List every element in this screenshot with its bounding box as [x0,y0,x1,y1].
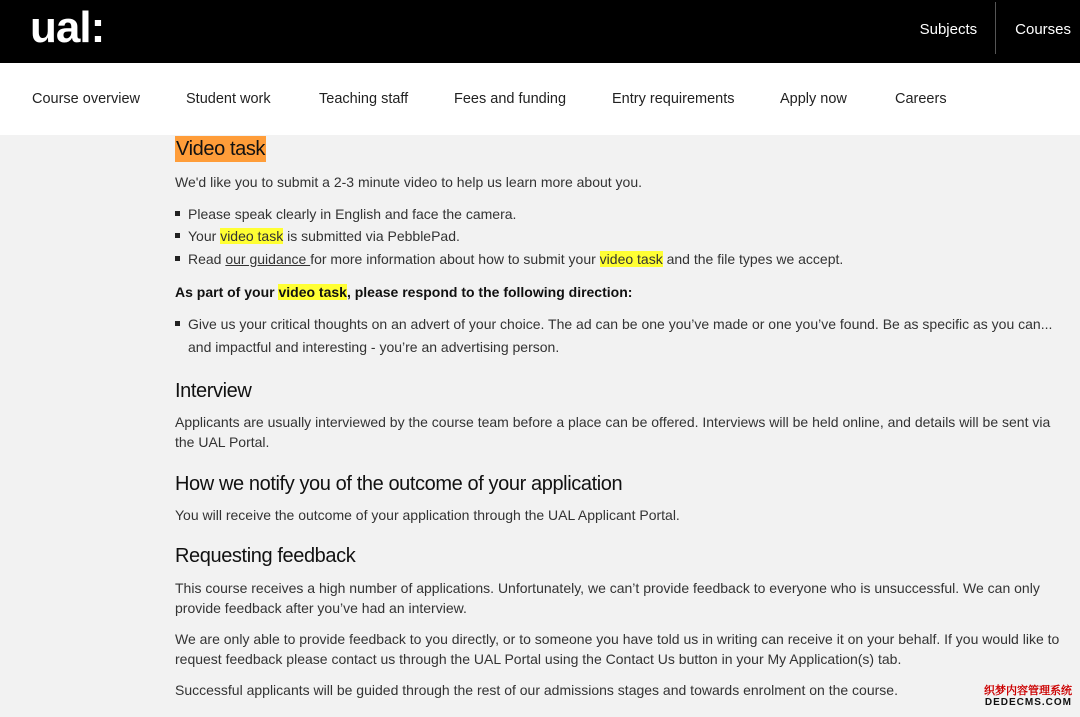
subnav-fees-funding[interactable]: Fees and funding [454,91,567,107]
direction-list [175,313,1065,359]
subjects-link[interactable]: Subjects [907,2,997,54]
highlight: video task [220,228,284,244]
our-guidance-link[interactable]: our guidance [225,251,311,267]
course-subnav [0,63,1080,135]
list-item: Read our guidance for more information about how to submit your video task and the file types we accept. [175,248,1065,270]
top-header [0,0,1080,63]
feedback-heading: Requesting feedback [175,545,356,567]
list-item: Please speak clearly in English and face the camera. [175,203,1065,225]
feedback-p1: This course receives a high number of applications. Unfortunately, we can’t provide feedback to everyone who is unsuccessful. We can only provide feedback after you’ve had an interview. [175,580,1040,616]
subnav-course-overview[interactable]: Course overview [32,91,140,107]
subnav-student-work[interactable]: Student work [186,91,271,107]
watermark-line1: 织梦内容管理系统 [984,685,1072,697]
ual-logo[interactable]: ual: [30,3,105,52]
direction-text: As part of your video task, please respond to the following direction: [175,284,633,300]
watermark [984,685,1072,709]
subnav-entry-requirements[interactable]: Entry requirements [612,91,735,107]
subnav-apply-now[interactable]: Apply now [780,91,847,107]
subnav-careers[interactable]: Careers [895,91,947,107]
highlight: video task [599,251,663,267]
list-item: Give us your critical thoughts on an advert of your choice. The ad can be one you’ve made or one you’ve found. Be as specific as you can... and impactful and interesting - you’re an advertising person. [175,313,1065,359]
courses-link[interactable]: Courses [1015,21,1071,38]
list-item: Your video task is submitted via PebblePad. [175,225,1065,248]
video-task-intro: We'd like you to submit a 2-3 minute video to help us learn more about you. [175,174,643,190]
interview-text: Applicants are usually interviewed by the course team before a place can be offered. Interviews will be held online, and details will be sent via the UAL Portal. [175,414,1051,450]
notify-heading: How we notify you of the outcome of your application [175,473,623,495]
watermark-line2: DEDECMS.COM [984,697,1072,708]
highlight: video task [278,284,347,300]
subnav-teaching-staff[interactable]: Teaching staff [319,91,409,107]
top-links [907,0,1080,56]
feedback-p2: We are only able to provide feedback to you directly, or to someone you have told us in writing can receive it on your behalf. If you would like to request feedback please contact us through the UAL Portal using the Contact Us button in your My Application(s) tab. [175,631,1060,667]
notify-text: You will receive the outcome of your application through the UAL Applicant Portal. [175,507,680,523]
interview-heading: Interview [175,380,252,402]
video-task-heading: Video task [176,138,266,160]
video-task-list [175,203,1065,270]
main-content [175,135,1065,700]
feedback-p3: Successful applicants will be guided through the rest of our admissions stages and towards enrolment on the course. [175,682,898,698]
